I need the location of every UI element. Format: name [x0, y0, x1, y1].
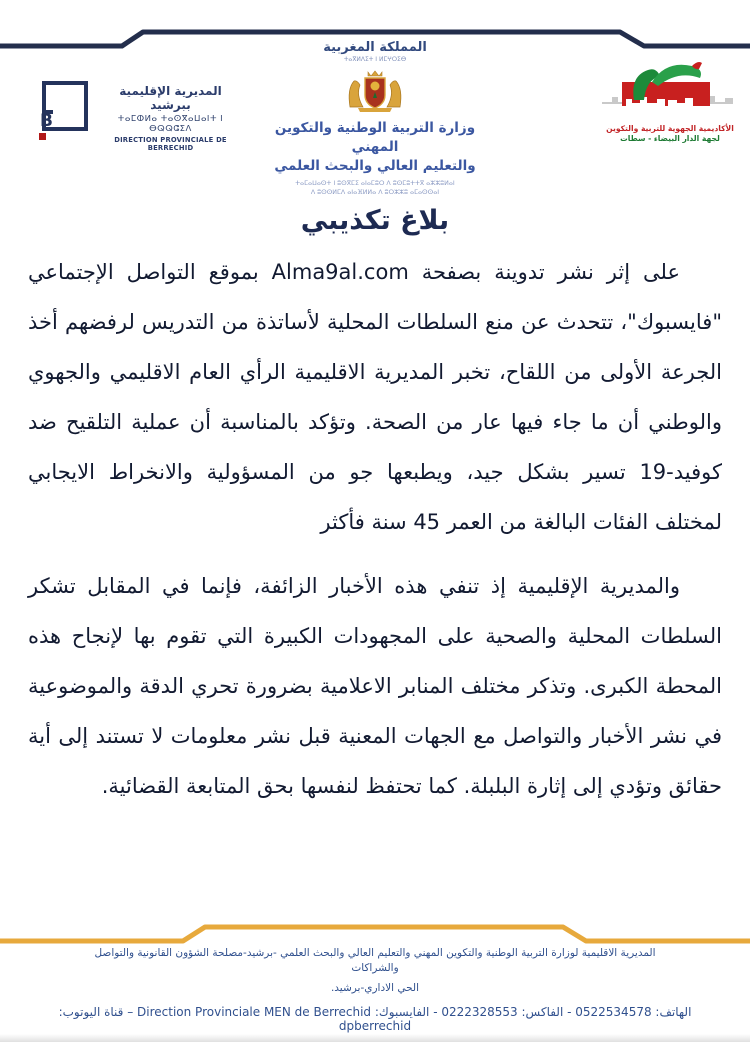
regional-academy-block — [596, 56, 744, 143]
body-paragraph-1: على إثر نشر تدوينة بصفحة Alma9al.com بموقع التواصل الإجتماعي "فايسبوك"، تتحدث عن منع السلطات المحلية لأساتذة من التدريس لرفضهم أخذ الجرعة الأولى من اللقاح، تخبر المديرية الاقليمية الرأي العام الاقليمي والجهوي والوطني أن ما جاء فيها عار من الصحة. وتؤكد بالمناسبة أن عملية التلقيح ضد كوفيد-19 تسير بشكل جيد، ويطبعها جو من المسؤولية والانخراط الايجابي لمختلف الفئات البالغة من العمر 45 سنة فأكثر — [28, 260, 722, 534]
footer-directorate-line: المديرية الاقليمية لوزارة التربية الوطنية والتكوين المهني والتعليم العالي والبحث العلمي -برشيد-مصلحة الشؤون القانونية والتواصل والشراكات — [94, 947, 656, 974]
ministry-name-line1: وزارة التربية الوطنية والتكوين المهني — [274, 120, 476, 155]
kingdom-title-tifinagh: ⵜⴰⴳⵍⴷⵉⵜ ⵏ ⵍⵎⵖⵔⵉⴱ — [343, 56, 407, 63]
logo-red-square — [39, 133, 46, 140]
ministry-name-tifinagh-line1: ⵜⴰⵎⴰⵡⴰⵙⵜ ⵏ ⵓⵙⴳⵎⵉ ⴰⵏⴰⵎⵓⵔ ⴷ ⵓⵙⵎⵓⵜⵜⴳ ⴰⵣⵣⵓⵍⴰⵏ — [295, 180, 455, 187]
academy-name-line1: الأكاديمية الجهوية للتربية والتكوين — [606, 124, 734, 133]
berrechid-directorate-logo-icon — [28, 72, 90, 152]
logo-letter: B — [40, 111, 53, 131]
directorate-name-arabic: المديرية الإقليمية ببرشيد — [119, 84, 222, 112]
footer-address-line: الحي الاداري-برشيد. — [330, 982, 420, 994]
provincial-directorate-names — [98, 72, 243, 152]
directorate-name-french: DIRECTION PROVINCIALE DE BERRECHID — [114, 136, 227, 152]
footer-contact-line: الهاتف: 0522534578 - الفاكس: 0222328553 - الفايسبوك: Direction Provinciale MEN de Berrechid – قناة اليوتوب: dpberrechid — [58, 1005, 692, 1033]
footer — [0, 946, 750, 1033]
communique-title: بلاغ تكذيبي — [300, 205, 450, 236]
aref-casablanca-settat-logo-icon — [596, 56, 744, 118]
academy-name-line2: لجهة الدار البيضاء - سطات — [620, 134, 720, 143]
scan-bottom-shadow — [0, 1034, 750, 1042]
ministry-header-block — [255, 40, 495, 197]
ministry-name-tifinagh-line2: ⴷ ⵓⵙⵙⵍⵎⴷ ⴰⵏⴰⴼⵍⵍⴰ ⴷ ⵓⵔⵣⵣⵓ ⴰⵎⴰⵙⵙⴰⵏ — [310, 189, 440, 196]
provincial-directorate-block — [28, 72, 243, 152]
morocco-coat-of-arms-icon — [344, 65, 406, 115]
directorate-name-tifinagh: ⵜⴰⵎⵀⵍⴰ ⵜⴰⵙⴳⴰⵡⴰⵏⵜ ⵏ ⴱⵕⵕⵛⵉⴷ — [117, 114, 224, 134]
kingdom-title-arabic: المملكة المغربية — [323, 40, 427, 55]
communique-body — [28, 247, 722, 811]
body-paragraph-2: والمديرية الإقليمية إذ تنفي هذه الأخبار الزائفة، فإنما في المقابل تشكر السلطات المحلية والصحية على المجهودات الكبيرة التي تقوم بها لإنجاح هذه المحطة الكبرى. وتذكر مختلف المنابر الاعلامية بضرورة تحري الدقة والموضوعية في نشر الأخبار والتواصل مع الجهات المعنية قبل نشر معلومات لا تستند إلى أية حقائق وتؤدي إلى إثارة البلبلة. كما تحتفظ لنفسها بحق المتابعة القضائية. — [28, 574, 722, 798]
bottom-stepped-rule — [0, 908, 750, 950]
ministry-name-line2: والتعليم العالي والبحث العلمي — [274, 158, 476, 174]
